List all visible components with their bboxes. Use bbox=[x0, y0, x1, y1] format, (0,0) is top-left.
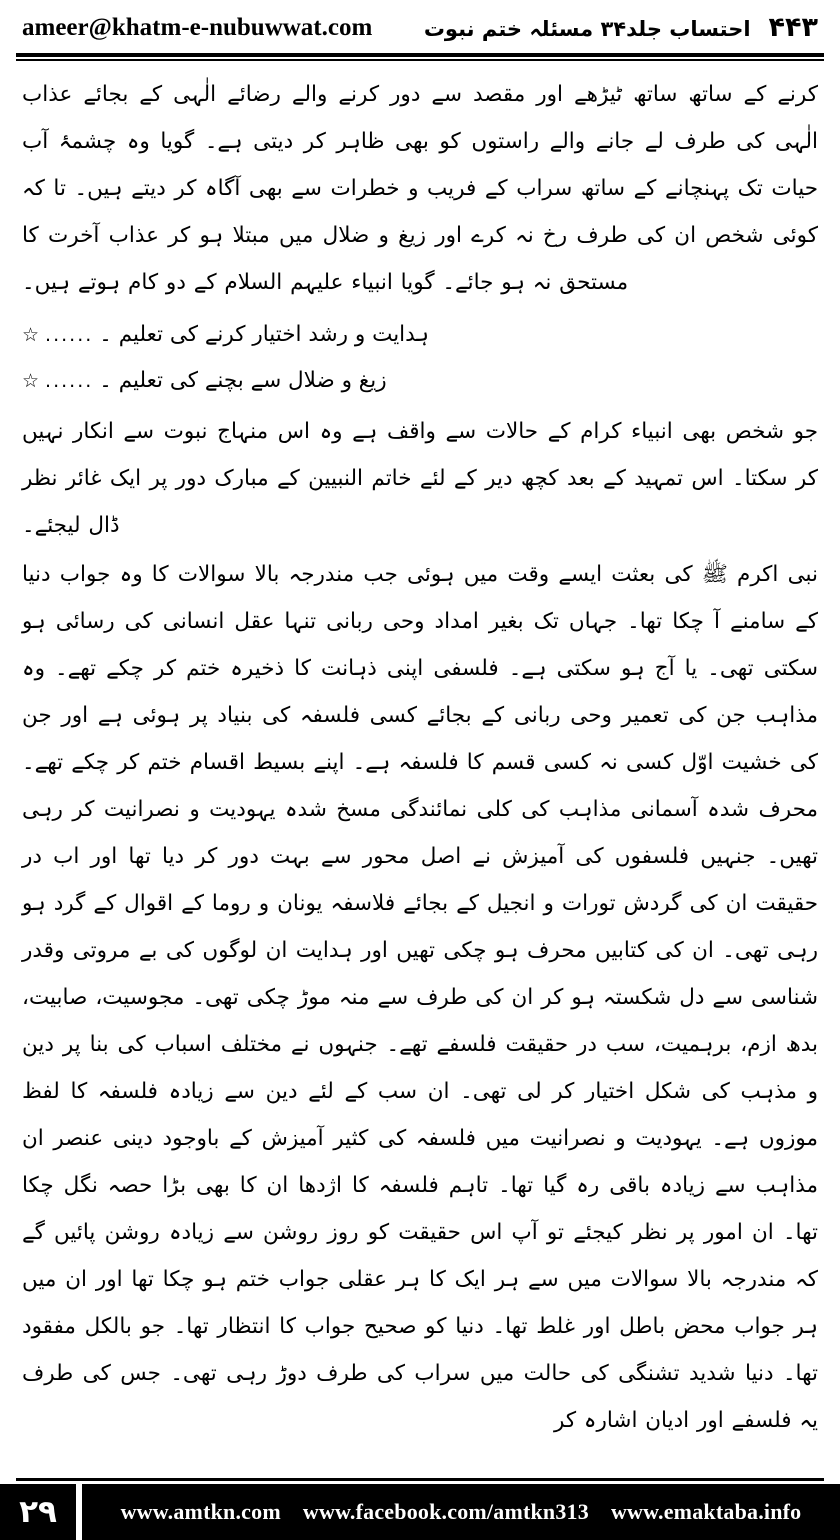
list-item bbox=[22, 312, 818, 358]
header-book-title: احتساب جلد۳۴ مسئلہ ختم نبوت bbox=[423, 17, 751, 41]
header-page-number: ۴۴۳ bbox=[768, 12, 818, 43]
footer-divider bbox=[16, 1478, 824, 1481]
leader-dots: ...... bbox=[45, 370, 94, 392]
page-footer bbox=[0, 1478, 840, 1540]
paragraph-2: جو شخص بھی انبیاء کرام کے حالات سے واقف ہے وہ اس منہاج نبوت سے انکار نہیں کر سکتا۔ اس تمہید کے بعد کچھ دیر کے لئے خاتم النبیین کے مبارک دور پر ایک غائر نظر ڈال لیجئے۔ bbox=[22, 419, 818, 538]
header-right-group bbox=[424, 12, 818, 43]
star-icon: ☆ bbox=[22, 370, 40, 392]
list-item-label: زیغ و ضلال سے بچنے کی تعلیم ۔ bbox=[99, 368, 387, 393]
page-body bbox=[0, 61, 840, 1444]
page-header bbox=[0, 0, 840, 49]
footer-page-number: ۲۹ bbox=[0, 1484, 76, 1540]
footer-link-facebook[interactable]: www.facebook.com/amtkn313 bbox=[302, 1499, 589, 1524]
header-email: ameer@khatm-e-nubuwwat.com bbox=[22, 13, 373, 41]
header-divider bbox=[16, 53, 824, 57]
footer-link-emaktaba[interactable]: www.emaktaba.info bbox=[610, 1499, 802, 1524]
star-icon: ☆ bbox=[22, 324, 40, 346]
teaching-points-list bbox=[22, 312, 818, 404]
footer-link-website[interactable]: www.amtkn.com bbox=[120, 1499, 281, 1524]
list-item bbox=[22, 358, 818, 404]
list-item-label: ہدایت و رشد اختیار کرنے کی تعلیم ۔ bbox=[99, 322, 430, 347]
paragraph-1: کرنے کے ساتھ ساتھ ٹیڑھے اور مقصد سے دور کرنے والے رضائے الٰہی کے بجائے عذاب الٰہی کی طرف لے جانے والے راستوں کو بھی ظاہر کر دیتی ہے۔ گویا وہ چشمۂ آب حیات تک پہنچانے کے ساتھ سراب کے فریب و خطرات سے بھی آگاہ کر دیتے ہیں۔ تا کہ کوئی شخص ان کی طرف رخ نہ کرے اور زیغ و ضلال میں مبتلا ہو کر عذاب آخرت کا مستحق نہ ہو جائے۔ گویا انبیاء علیہم السلام کے دو کام ہوتے ہیں۔ bbox=[22, 82, 818, 295]
leader-dots: ...... bbox=[45, 324, 94, 346]
paragraph-3: نبی اکرم ﷺ کی بعثت ایسے وقت میں ہوئی جب مندرجہ بالا سوالات کا وہ جواب دنیا کے سامنے آ چکا تھا۔ جہاں تک بغیر امداد وحی ربانی تنہا عقل انسانی کی رسائی ہو سکتی تھی۔ یا آج ہو سکتی ہے۔ فلسفی اپنی ذہانت کا ذخیرہ ختم کر چکے تھے۔ وہ مذاہب جن کی تعمیر وحی ربانی کے بجائے کسی فلسفہ کی بنیاد پر ہوئی ہے اور جن کی خشیت اوّل کسی نہ کسی قسم کا فلسفہ ہے۔ اپنے بسیط اقسام ختم کر چکے تھے۔ محرف شدہ آسمانی مذاہب کی کلی نمائندگی مسخ شدہ یہودیت و نصرانیت کر رہی تھیں۔ جنہیں فلسفوں کی آمیزش نے اصل محور سے بہت دور کر دیا تھا اور اب در حقیقت ان کی گردش تورات و انجیل کے بجائے فلاسفہ یونان و روما کے اقوال کے گرد ہو رہی تھی۔ ان کی کتابیں محرف ہو چکی تھیں اور ہدایت ان لوگوں کی بے مروتی وقدر شناسی سے دل شکستہ ہو کر ان کی طرف سے منہ موڑ چکی تھی۔ مجوسیت، صابیت، بدھ ازم، برہمیت، سب در حقیقت فلسفے تھے۔ جنہوں نے مختلف اسباب کی بنا پر دین و مذہب کی شکل اختیار کر لی تھی۔ ان سب کے لئے دین سے زیادہ فلسفہ کا لفظ موزوں ہے۔ یہودیت و نصرانیت میں فلسفہ کی کثیر آمیزش کے باوجود دینی عنصر ان مذاہب سے زیادہ باقی رہ گیا تھا۔ تاہم فلسفہ کا اژدھا ان کا بھی بڑا حصہ نگل چکا تھا۔ ان امور پر نظر کیجئے تو آپ اس حقیقت کو روز روشن سے زیادہ روشن پائیں گے کہ مندرجہ بالا سوالات میں سے ہر ایک کا ہر عقلی جواب ختم ہو چکا تھا اور ان میں ہر جواب محض باطل اور غلط تھا۔ دنیا کو صحیح جواب کا انتظار تھا۔ جو بالکل مفقود تھا۔ دنیا شدید تشنگی کی حالت میں سراب کی طرف دوڑ رہی تھی۔ جس کی طرف یہ فلسفے اور ادیان اشارہ کر bbox=[22, 562, 818, 1433]
footer-links bbox=[82, 1484, 840, 1540]
